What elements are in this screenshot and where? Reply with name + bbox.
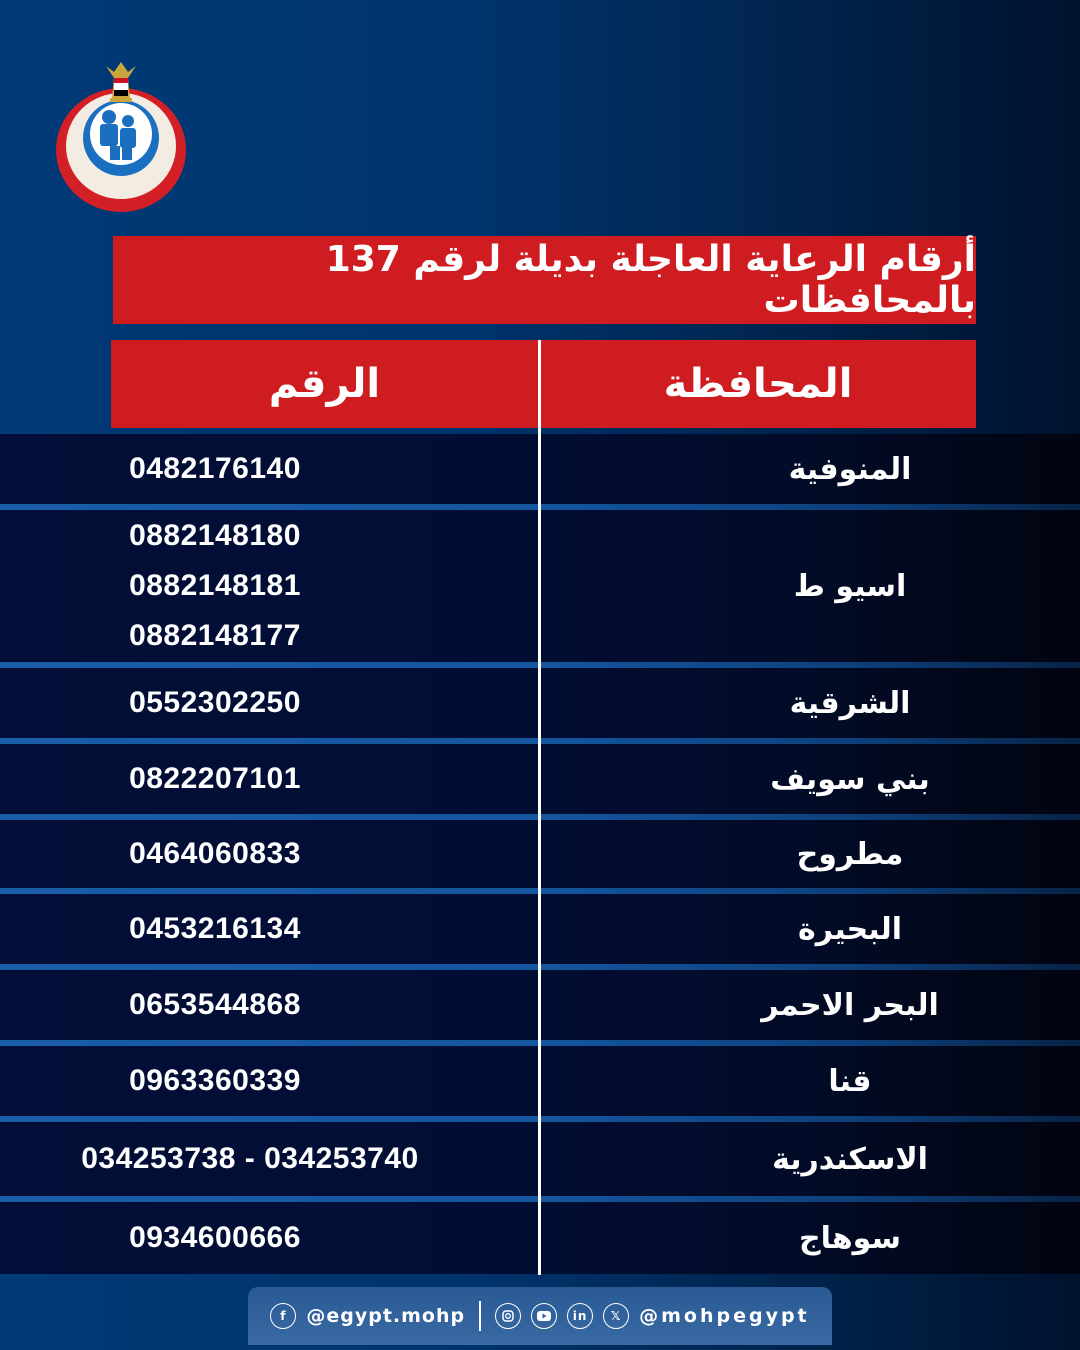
page-title: أرقام الرعاية العاجلة بديلة لرقم 137 بالمحافظات — [325, 239, 976, 321]
social-handle[interactable]: @mohpegypt — [639, 1305, 810, 1327]
phone-number[interactable]: 0882148181 — [129, 569, 301, 602]
number-cell — [0, 668, 540, 738]
facebook-handle[interactable]: @egypt.mohp — [306, 1305, 466, 1327]
governorate-cell: المنوفية — [788, 451, 912, 487]
youtube-icon[interactable] — [531, 1303, 557, 1329]
phone-number[interactable]: 0963360339 — [129, 1064, 301, 1097]
header-governorate: المحافظة — [540, 340, 976, 428]
governorate-cell: الاسكندرية — [772, 1141, 928, 1177]
number-cell — [0, 894, 540, 964]
ministry-logo — [54, 62, 188, 212]
phone-number[interactable]: 0482176140 — [129, 452, 301, 485]
number-cell — [0, 1122, 540, 1196]
governorate-cell: اسيو ط — [793, 568, 907, 604]
phone-number[interactable]: 0653544868 — [129, 988, 301, 1021]
number-cell — [0, 434, 540, 504]
phone-number[interactable]: 0822207101 — [129, 762, 301, 795]
linkedin-icon[interactable]: in — [567, 1303, 593, 1329]
number-cell — [0, 510, 540, 662]
phone-number[interactable]: 034253738 - 034253740 — [81, 1142, 419, 1175]
phone-number[interactable]: 0934600666 — [129, 1221, 301, 1254]
table-header — [111, 340, 976, 428]
phone-number[interactable]: 0453216134 — [129, 912, 301, 945]
number-cell — [0, 1202, 540, 1274]
phone-number[interactable]: 0882148177 — [129, 619, 301, 652]
governorate-cell: مطروح — [796, 836, 904, 872]
phone-number[interactable]: 0552302250 — [129, 686, 301, 719]
x-icon[interactable]: 𝕏 — [603, 1303, 629, 1329]
governorate-cell: بني سويف — [770, 761, 930, 797]
governorate-cell: البحيرة — [797, 911, 903, 947]
number-cell — [0, 970, 540, 1040]
governorate-cell: البحر الاحمر — [761, 987, 939, 1023]
number-cell — [0, 744, 540, 814]
header-number: الرقم — [111, 340, 538, 428]
column-divider — [538, 340, 541, 1275]
number-cell — [0, 820, 540, 888]
social-footer — [248, 1287, 832, 1345]
governorate-cell: قنا — [828, 1063, 872, 1099]
footer-divider — [479, 1301, 481, 1331]
phone-number[interactable]: 0882148180 — [129, 519, 301, 552]
instagram-icon[interactable] — [495, 1303, 521, 1329]
number-cell — [0, 1046, 540, 1116]
title-banner — [113, 236, 976, 324]
governorate-cell: سوهاج — [799, 1220, 901, 1256]
phone-number[interactable]: 0464060833 — [129, 837, 301, 870]
facebook-icon[interactable]: f — [270, 1303, 296, 1329]
governorate-cell: الشرقية — [789, 685, 911, 721]
